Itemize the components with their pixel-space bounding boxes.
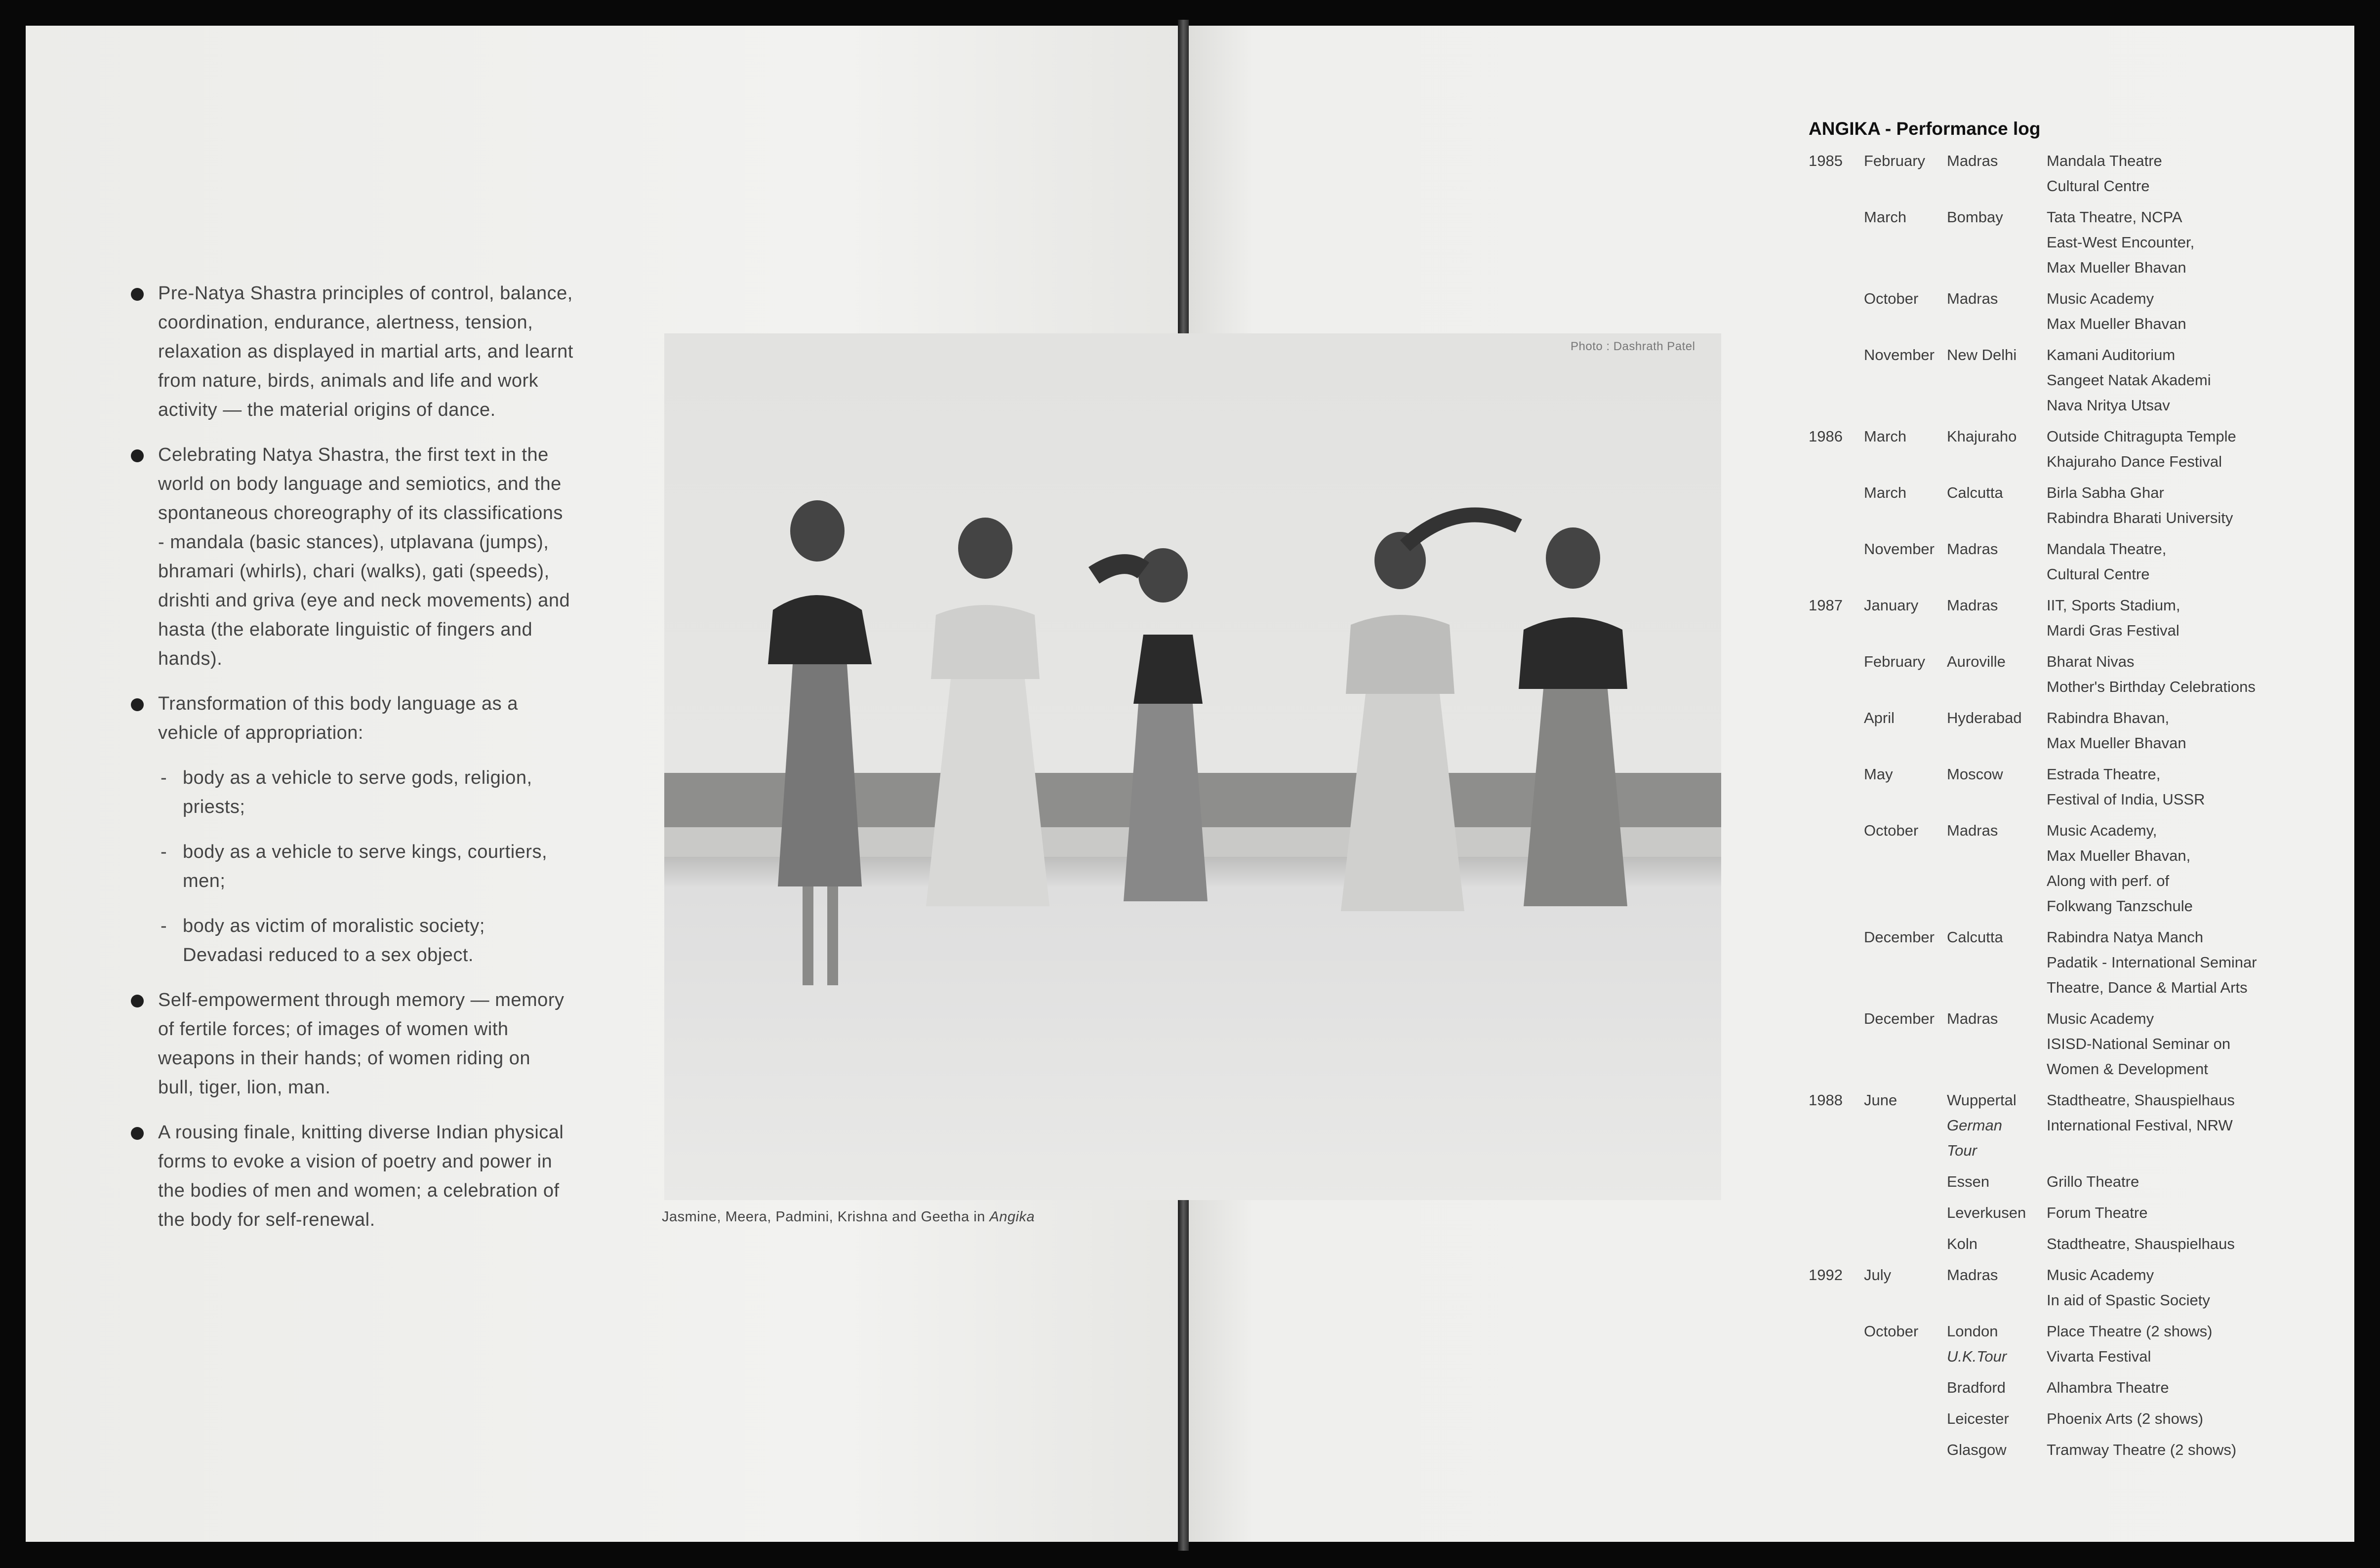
log-city: Khajuraho	[1947, 428, 2017, 445]
bullet-line: bhramari (whirls), chari (walks), gati (speeds),	[158, 561, 550, 582]
log-venue: Birla Sabha Ghar Rabindra Bharati University	[2047, 484, 2233, 526]
bullet-item	[131, 279, 605, 425]
log-month: December	[1864, 928, 1935, 946]
photo-credit: Photo : Dashrath Patel	[1571, 340, 1695, 353]
log-venue: Stadtheatre, Shauspielhaus	[2047, 1235, 2235, 1252]
bullet-item	[131, 441, 605, 674]
bullet-line: world on body language and semiotics, and the	[158, 474, 562, 494]
bullet-line: activity — the material origins of dance.	[158, 400, 496, 420]
bullet-line: forms to evoke a vision of poetry and power in	[158, 1151, 553, 1172]
log-month: January	[1864, 597, 1919, 614]
log-month: June	[1864, 1091, 1897, 1109]
log-month: February	[1864, 653, 1926, 670]
log-row	[1809, 1200, 2302, 1225]
log-city: Madras	[1947, 822, 1998, 839]
bullet-line: drishti and griva (eye and neck movements) and	[158, 590, 570, 611]
log-venue: Grillo Theatre	[2047, 1173, 2139, 1190]
log-venue: Mandala Theatre, Cultural Centre	[2047, 540, 2167, 583]
log-year: 1986	[1809, 428, 1843, 445]
sub-bullet-item	[131, 764, 605, 822]
log-city: Leverkusen	[1947, 1204, 2026, 1221]
log-city: Moscow	[1947, 765, 2003, 783]
bullet-line: - body as a vehicle to serve gods, religion,	[183, 767, 532, 788]
log-city: Madras	[1947, 1010, 1998, 1027]
bullet-line: priests;	[183, 797, 245, 817]
bullet-list	[131, 279, 605, 1250]
dancers-photo	[664, 333, 1721, 1200]
log-month: October	[1864, 290, 1919, 307]
log-venue: Bharat Nivas Mother's Birthday Celebrations	[2047, 653, 2256, 695]
log-row	[1809, 536, 2302, 587]
bullet-item	[131, 986, 605, 1102]
bullet-line: - mandala (basic stances), utplavana (jumps),	[158, 532, 549, 553]
log-row	[1809, 762, 2302, 812]
bullet-line: hands).	[158, 648, 223, 669]
log-row	[1809, 1437, 2302, 1462]
bullet-line: - body as a vehicle to serve kings, courtiers,	[183, 842, 548, 862]
log-year: 1987	[1809, 597, 1843, 614]
log-city: Leicester	[1947, 1410, 2009, 1427]
log-city: Madras	[1947, 1266, 1998, 1284]
log-city: Wuppertal German Tour	[1947, 1091, 2017, 1159]
bullet-line: of fertile forces; of images of women with	[158, 1019, 509, 1040]
log-month: October	[1864, 822, 1919, 839]
log-city: Calcutta	[1947, 928, 2003, 946]
bullet-line: A rousing finale, knitting diverse Indian physical	[158, 1122, 564, 1143]
log-row	[1809, 286, 2302, 336]
bullet-line: - body as victim of moralistic society;	[183, 916, 485, 936]
log-month: November	[1864, 540, 1935, 558]
log-city: Koln	[1947, 1235, 1978, 1252]
bullet-line: the body for self-renewal.	[158, 1209, 375, 1230]
log-venue: Music Academy In aid of Spastic Society	[2047, 1266, 2210, 1309]
performance-log-title: ANGIKA - Performance log	[1809, 119, 2041, 139]
log-month: October	[1864, 1323, 1919, 1340]
log-month: May	[1864, 765, 1893, 783]
sub-bullet-item	[131, 912, 605, 970]
log-venue: Phoenix Arts (2 shows)	[2047, 1410, 2204, 1427]
bullet-line: spontaneous choreography of its classifications	[158, 503, 563, 523]
sub-bullet-item	[131, 838, 605, 896]
log-venue: Outside Chitragupta Temple Khajuraho Dance Festival	[2047, 428, 2236, 470]
log-venue: Music Academy, Max Mueller Bhavan, Along with perf. of Folkwang Tanzschule	[2047, 822, 2193, 915]
log-month: December	[1864, 1010, 1935, 1027]
performance-log	[1809, 148, 2302, 1468]
log-month: March	[1864, 484, 1907, 501]
log-venue: Tata Theatre, NCPA East-West Encounter, Max Mueller Bhavan	[2047, 208, 2195, 276]
log-month: July	[1864, 1266, 1892, 1284]
bullet-line: Celebrating Natya Shastra, the first text in the	[158, 444, 549, 465]
bullet-line: bull, tiger, lion, man.	[158, 1077, 331, 1098]
bullet-item	[131, 1118, 605, 1235]
bullet-item	[131, 689, 605, 748]
log-year: 1988	[1809, 1091, 1843, 1109]
log-row	[1809, 593, 2302, 643]
log-month: April	[1864, 709, 1895, 726]
log-city: Glasgow	[1947, 1441, 2007, 1458]
bullet-line: coordination, endurance, alertness, tension,	[158, 312, 533, 333]
log-venue: Rabindra Bhavan, Max Mueller Bhavan	[2047, 709, 2186, 752]
log-city: Auroville	[1947, 653, 2006, 670]
bullet-line: relaxation as displayed in martial arts, and learnt	[158, 341, 573, 362]
log-row	[1809, 925, 2302, 1000]
log-year: 1992	[1809, 1266, 1843, 1284]
log-row	[1809, 148, 2302, 199]
log-venue: Rabindra Natya Manch Padatik - International Seminar Theatre, Dance & Martial Arts	[2047, 928, 2257, 996]
log-city: Essen	[1947, 1173, 1990, 1190]
log-city: Madras	[1947, 152, 1998, 169]
log-city: Bombay	[1947, 208, 2003, 226]
log-month: February	[1864, 152, 1926, 169]
log-row	[1809, 204, 2302, 280]
log-venue: Place Theatre (2 shows) Vivarta Festival	[2047, 1323, 2213, 1365]
log-row	[1809, 1006, 2302, 1082]
log-venue: Alhambra Theatre	[2047, 1379, 2169, 1396]
log-city: Madras	[1947, 597, 1998, 614]
bullet-line: hasta (the elaborate linguistic of fingers and	[158, 619, 533, 640]
log-row	[1809, 424, 2302, 474]
photo-caption	[662, 1209, 1035, 1225]
log-row	[1809, 705, 2302, 756]
log-venue: Mandala Theatre Cultural Centre	[2047, 152, 2162, 195]
log-venue: Kamani Auditorium Sangeet Natak Akademi Nava Nritya Utsav	[2047, 346, 2211, 414]
bullet-line: the bodies of men and women; a celebration of	[158, 1180, 560, 1201]
log-row	[1809, 1169, 2302, 1194]
log-row	[1809, 1087, 2302, 1163]
log-venue: IIT, Sports Stadium, Mardi Gras Festival	[2047, 597, 2180, 639]
bullet-line: Devadasi reduced to a sex object.	[183, 945, 474, 965]
log-city: Madras	[1947, 540, 1998, 558]
log-row	[1809, 818, 2302, 919]
bullet-line: Transformation of this body language as a	[158, 693, 518, 714]
log-row	[1809, 1406, 2302, 1431]
log-city: New Delhi	[1947, 346, 2017, 363]
log-venue: Forum Theatre	[2047, 1204, 2148, 1221]
log-month: November	[1864, 346, 1935, 363]
caption-title: Angika	[989, 1209, 1035, 1225]
log-venue: Music Academy Max Mueller Bhavan	[2047, 290, 2186, 332]
log-venue: Music Academy ISISD-National Seminar on Women & Development	[2047, 1010, 2231, 1078]
log-city: Calcutta	[1947, 484, 2003, 501]
bullet-line: from nature, birds, animals and life and work	[158, 370, 539, 391]
log-row	[1809, 1375, 2302, 1400]
log-row	[1809, 1231, 2302, 1256]
log-venue: Estrada Theatre, Festival of India, USSR	[2047, 765, 2205, 808]
log-row	[1809, 480, 2302, 530]
bullet-line: Pre-Natya Shastra principles of control, balance,	[158, 283, 573, 304]
log-city: Bradford	[1947, 1379, 2006, 1396]
log-venue: Stadtheatre, Shauspielhaus International Festival, NRW	[2047, 1091, 2235, 1134]
log-row	[1809, 1262, 2302, 1313]
bullet-line: vehicle of appropriation:	[158, 723, 363, 743]
caption-text: Jasmine, Meera, Padmini, Krishna and Geetha in	[662, 1209, 990, 1225]
log-year: 1985	[1809, 152, 1843, 169]
log-venue: Tramway Theatre (2 shows)	[2047, 1441, 2237, 1458]
log-city: London U.K.Tour	[1947, 1323, 2007, 1365]
bullet-line: Self-empowerment through memory — memory	[158, 990, 565, 1010]
log-row	[1809, 649, 2302, 699]
log-month: March	[1864, 208, 1907, 226]
log-row	[1809, 1319, 2302, 1369]
log-city: Madras	[1947, 290, 1998, 307]
log-month: March	[1864, 428, 1907, 445]
log-city: Hyderabad	[1947, 709, 2022, 726]
bullet-line: men;	[183, 871, 226, 891]
bullet-line: weapons in their hands; of women riding on	[158, 1048, 531, 1069]
log-row	[1809, 342, 2302, 418]
